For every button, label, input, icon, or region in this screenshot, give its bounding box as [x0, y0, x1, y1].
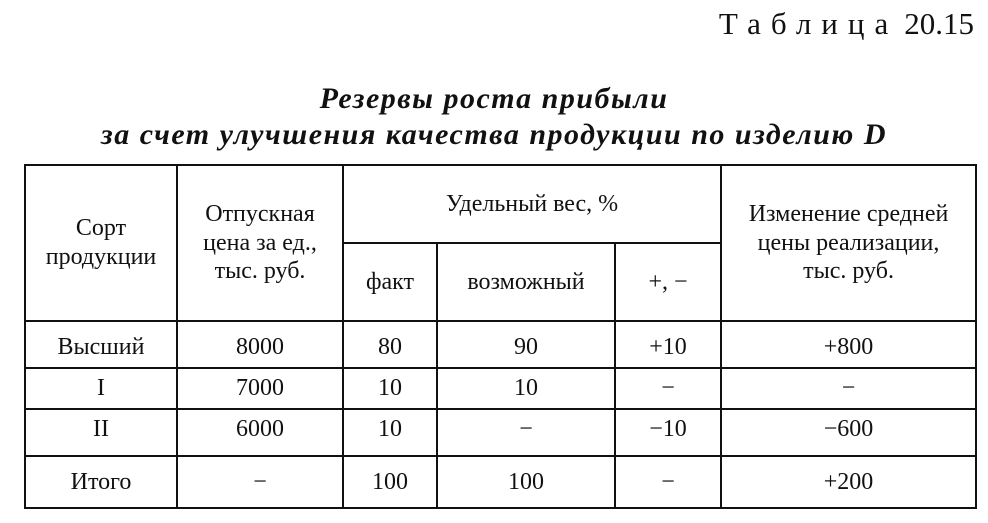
- cell-change: +800: [721, 321, 976, 368]
- header-grade: Сорт продукции: [25, 165, 177, 321]
- cell-fact: 10: [343, 409, 437, 456]
- total-fact: 100: [343, 456, 437, 508]
- total-price: −: [177, 456, 343, 508]
- header-share-diff: +, −: [615, 243, 721, 321]
- cell-possible: −: [437, 409, 615, 456]
- total-diff: −: [615, 456, 721, 508]
- table-row: [25, 409, 976, 456]
- cell-change: −600: [721, 409, 976, 456]
- cell-possible: 10: [437, 368, 615, 409]
- cell-diff: −10: [615, 409, 721, 456]
- table-label-number: 20.15: [904, 6, 974, 41]
- total-row: [25, 456, 976, 508]
- header-share-group: Удельный вес, %: [343, 165, 721, 243]
- cell-possible: 90: [437, 321, 615, 368]
- table-number: [719, 6, 974, 42]
- header-share-possible: возможный: [437, 243, 615, 321]
- table-row: [25, 368, 976, 409]
- total-change: +200: [721, 456, 976, 508]
- cell-diff: +10: [615, 321, 721, 368]
- cell-grade: I: [25, 368, 177, 409]
- cell-fact: 10: [343, 368, 437, 409]
- title-line-2: за счет улучшения качества продукции по изделию D: [101, 118, 887, 151]
- table-label-word: Таблица: [718, 6, 899, 41]
- cell-grade: II: [25, 409, 177, 456]
- cell-change: −: [721, 368, 976, 409]
- cell-price: 8000: [177, 321, 343, 368]
- cell-price: 7000: [177, 368, 343, 409]
- profit-reserves-table: [24, 164, 977, 509]
- header-avg-price-change: Изменение средней цены реализации, тыс. руб.: [721, 165, 976, 321]
- total-grade: Итого: [25, 456, 177, 508]
- header-price: Отпускная цена за ед., тыс. руб.: [177, 165, 343, 321]
- header-row-1: [25, 165, 976, 243]
- title-line-1: Резервы роста прибыли: [319, 82, 669, 115]
- cell-price: 6000: [177, 409, 343, 456]
- table-row: [25, 321, 976, 368]
- cell-diff: −: [615, 368, 721, 409]
- header-share-fact: факт: [343, 243, 437, 321]
- cell-fact: 80: [343, 321, 437, 368]
- total-possible: 100: [437, 456, 615, 508]
- cell-grade: Высший: [25, 321, 177, 368]
